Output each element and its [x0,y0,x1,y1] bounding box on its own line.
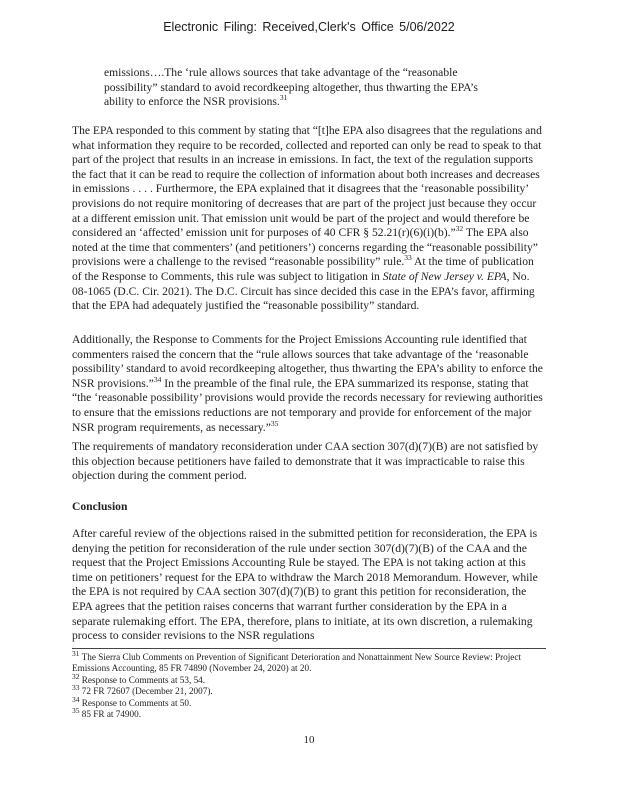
paragraph-conclusion: After careful review of the objections raised in the submitted petition for reconsideration, the EPA is denying the petition for reconsideration of the rule under section 307(d)(7)(B) of the CAA and the request that the Project Emissions Accounting Rule be stayed. The EPA is not taking action at this time on petitioners’ request for the EPA to withdraw the March 2018 Memorandum. However, while the EPA is not required by CAA section 307(d)(7)(B) to grant this petition for reconsideration, the EPA agrees that the petition raises concerns that warrant further consideration by the EPA in a separate rulemaking effort. The EPA, therefore, plans to initiate, at its own discretion, a rulemaking process to consider revisions to the NSR regulations [72,527,538,643]
footnote-ref-33[interactable]: 33 [404,253,412,263]
paragraph-requirements: The requirements of mandatory reconsideration under CAA section 307(d)(7)(B) are not satisfied by this objection because petitioners have failed to demonstrate that it was impracticable to raise this objection during the comment period. [72,440,539,483]
footnote-number: 32 [72,671,80,681]
footnote-text: 72 FR 72607 (December 21, 2007). [79,686,213,697]
footnote-32 [72,671,546,686]
footnote-text: The Sierra Club Comments on Prevention of Significant Deterioration and Nonattainment New Source Review: Project Emissions Accounting, 85 FR 74890 (November 24, 2020) at 20. [72,652,521,674]
footnote-text: Response to Comments at 53, 54. [79,674,206,685]
footnotes-section [72,648,546,720]
paragraph-text: At the time of publication of the Response to Comments, this rule was subject to litigation in [72,255,534,283]
paragraph-text: Additionally, the Response to Comments for the Project Emissions Accounting rule identified that commenters raised the concern that the “rule allows sources that take advantage of the ‘reasonable possibility’ standard to avoid recordkeeping altogether, thus thwarting the EPA’s ability to enforce the NSR provisions.” [72,333,543,390]
conclusion-heading: Conclusion [72,500,128,513]
page-number: 10 [303,734,315,746]
footnote-number: 31 [72,648,80,658]
footnote-ref-32[interactable]: 32 [455,224,464,234]
paragraph-text: The EPA also noted at the time that commenters’ (and petitioners’) concerns regarding the “reasonable possibility” provisions were a challenge to the revised “reasonable possibility” rule. [72,226,538,269]
footnote-33 [72,683,546,697]
paragraph-text: In the preamble of the final rule, the EPA summarized its response, stating that “the ‘reasonable possibility’ provisions would provide the records necessary for reviewing authorities to ensure that the emissions reductions are not temporary and provide for enforcement of the major NSR program requirements, as necessary.” [72,376,543,434]
block-quote-text: emissions….The ‘rule allows sources that take advantage of the “reasonable possibility” standard to avoid recordkeeping altogether, thus thwarting the EPA’s ability to enforce the NSR provisions. [104,66,478,109]
footnote-ref-34[interactable]: 34 [153,374,162,384]
case-name: State of New Jersey v. EPA [382,269,507,283]
filing-header: Electronic Filing: Received,Clerk's Office 5/06/2022 [163,20,455,34]
footnote-ref-31[interactable]: 31 [279,93,288,103]
footnote-35 [72,705,546,720]
footnote-number: 35 [72,705,80,715]
paragraph-text: The EPA responded to this comment by stating that “[t]he EPA also disagrees that the regulations and what information they require to be recorded, collected and reported can only be read to speak to that part of the project that results in an increase in emissions. In fact, the text of the regulation supports the fact that it can be read to require the collection of information about both increases and decreases in emissions . . . . Furthermore, the EPA explained that it disagrees that the ‘reasonable possibility’ provisions do not require monitoring of decreases that are part of the project just because they occur at a different emission unit. That emission unit would be part of the project and would therefore be considered an ‘affected’ emission unit for purposes of 40 CFR § 52.21(r)(6)(i)(b).” [72,124,542,240]
paragraph-epa-response [72,124,546,314]
paragraph-additionally [72,333,546,435]
footnote-number: 33 [72,683,80,693]
footnote-text: 85 FR at 74900. [79,709,142,720]
footnote-text: Response to Comments at 50. [79,697,192,708]
footnote-ref-35[interactable]: 35 [270,418,279,428]
footnote-34 [72,694,546,709]
footnote-31 [72,648,546,675]
paragraph-text: , No. 08-1065 (D.C. Cir. 2021). The D.C. Circuit has since decided this case in the EPA’s favor, affirming that the EPA had adequately justified the “reasonable possibility” standard. [72,269,535,313]
block-quote [104,66,508,110]
footnote-number: 34 [72,694,80,704]
